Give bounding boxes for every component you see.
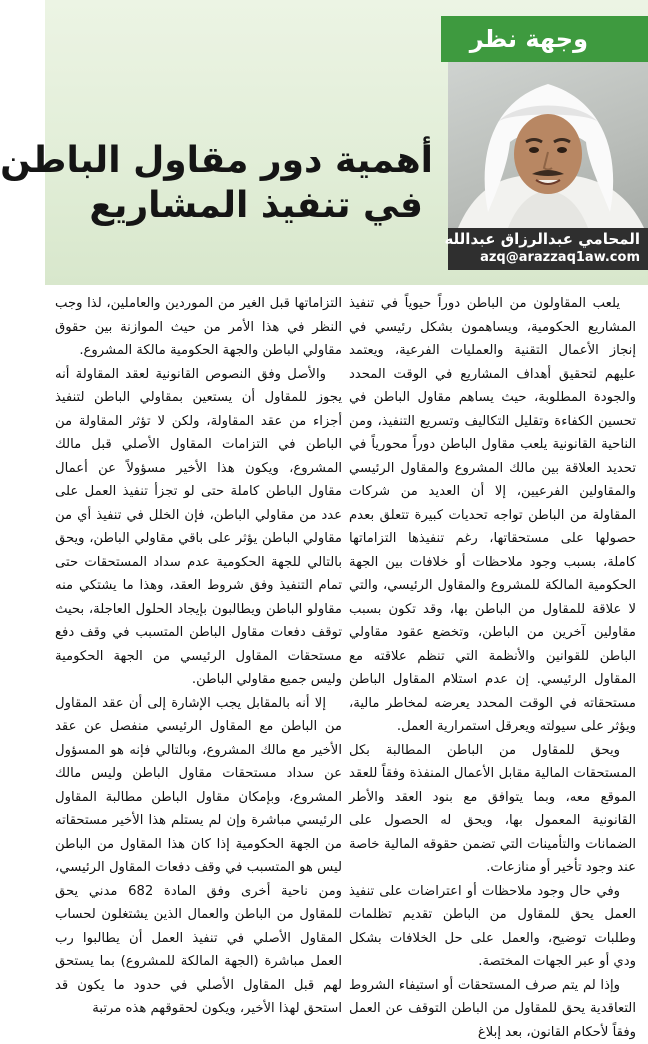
paragraph: وفي حال وجود ملاحظات أو اعتراضات على تنفيذ العمل يحق للمقاول من الباطن تقديم تظلمات وطلبات توضيح، والعمل على حل الخلافات بشكل ودي أو عبر الجهات المختصة. [349, 880, 636, 974]
author-box [448, 228, 648, 270]
headline-line-2: في تنفيذ المشاريع [89, 185, 423, 226]
column-tag: وجهة نظر [441, 16, 648, 62]
author-name: المحامي عبدالرزاق عبدالله [444, 230, 640, 248]
headline-line-1: أهمية دور مقاول الباطن [0, 140, 433, 181]
author-email[interactable]: azq@arazzaq1aw.com [480, 250, 640, 265]
paragraph: ويحق للمقاول من الباطن المطالبة بكل المستحقات المالية مقابل الأعمال المنفذة وفقاً للعقد الموقع معه، وبما يتوافق مع بنود العقد والأطر القانونية المعمول بها، ويحق له الحصول على الضمانات والتأمينات التي تضمن حقوقه المالية خاصة عند وجود تأخير أو منازعات. [349, 739, 636, 880]
article-column-right [349, 292, 636, 999]
portrait-photo [448, 62, 648, 228]
paragraph: والأصل وفق النصوص القانونية لعقد المقاولة أنه يجوز للمقاول أن يستعين بمقاولي الباطن لتنفيذ أجزاء من عقد المقاولة، ولكن لا تؤثر المقاولة من الباطن في التزامات المقاول الأصلي قبل مالك المشروع، ويكون هذا الأخير مسؤولاً عن أعمال مقاول الباطن كاملة حتى لو تجزأ تنفيذ العمل على عدد من مقاولي الباطن، فإن الخلل في تنفيذ أي من مقاولي الباطن يؤثر على باقي مقاولي الباطن، ويحق بالتالي للجهة الحكومية عدم سداد المستحقات حتى تمام التنفيذ وفق شروط العقد، وهذا ما يشتكي منه مقاولو الباطن ويطالبون بإيجاد الحلول العاجلة، بحيث توقف دفعات مقاول الباطن المتسبب في وقف دفع مستحقات المقاول الرئيسي من الجهة الحكومية وليس جميع مقاولي الباطن. [55, 363, 342, 692]
paragraph: إلا أنه بالمقابل يجب الإشارة إلى أن عقد المقاول من الباطن مع المقاول الرئيسي منفصل عن عقد الأخير مع مالك المشروع، وبالتالي فإنه هو المسؤول عن سداد مستحقات مقاول الباطن وليس مالك المشروع، وبإمكان مقاول الباطن مطالبة المقاول الرئيسي مباشرة وإن لم يستلم هذا الأخير مستحقاته من الجهة الحكومية إذا كان هذا المقاول من الباطن ليس هو المتسبب في وقف دفعات المقاول الرئيسي، ومن ناحية أخرى وفق المادة 682 مدني يحق للمقاول من الباطن والعمال الذين يشتغلون لحساب المقاول الأصلي في تنفيذ العمل أن يطالبوا رب العمل مباشرة (الجهة المالكة للمشروع) بما يستحق لهم قبل المقاول الأصلي في حدود ما يكون قد استحق لهذا الأخير، ويكون لحقوقهم هذه مرتبة [55, 692, 342, 1021]
paragraph: التزاماتها قبل الغير من الموردين والعاملين، لذا وجب النظر في هذا الأمر من حيث الموازنة بين حقوق مقاولي الباطن والجهة الحكومية مالكة المشروع. [55, 292, 342, 363]
author-portrait [448, 62, 648, 228]
paragraph: وإذا لم يتم صرف المستحقات أو استيفاء الشروط التعاقدية يحق للمقاول من الباطن التوقف عن العمل وفقاً لأحكام القانون، بعد إبلاغ [349, 974, 636, 1044]
paragraph: يلعب المقاولون من الباطن دوراً حيوياً في تنفيذ المشاريع الحكومية، ويساهمون بشكل رئيسي في إنجاز الأعمال التقنية والعمليات الفرعية، ويعتمد عليهم لتحقيق أهداف المشاريع في الوقت المحدد والجودة المطلوبة، حيث يساهم مقاول الباطن في تحسين الكفاءة وتقليل التكاليف وتسريع التنفيذ، ومن الناحية القانونية يلعب مقاول الباطن دوراً محورياً في تحديد العلاقة بين مالك المشروع والمقاول الرئيسي والمقاولين الفرعيين، إلا أن العديد من شركات المقاولة من الباطن تواجه تحديات كبيرة تتعلق بعدم حصولها على مستحقاتها، رغم تنفيذها التزاماتها كاملة، بسبب وجود ملاحظات أو خلافات بين الجهة الحكومية المالكة للمشروع والمقاول الرئيسي، والتي لا علاقة للمقاول من الباطن بها، وقد تكون بسبب مقاولين آخرين من الباطن، وتخضع عقود مقاولي الباطن للقوانين والأنظمة التي تنظم علاقته مع المقاول الرئيسي. إن عدم استلام المقاول الباطن مستحقاته في الوقت المحدد يعرضه لمخاطر مالية، ويؤثر على سيولته ويعرقل استمرارية العمل. [349, 292, 636, 739]
article-column-left [55, 292, 342, 999]
